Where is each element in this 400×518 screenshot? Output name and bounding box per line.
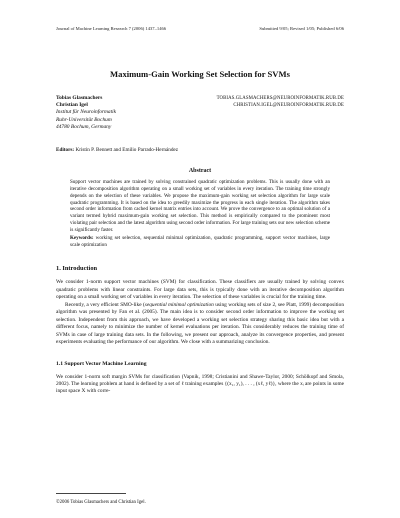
abstract-heading: Abstract <box>188 168 212 175</box>
paragraph-text: Recently, a very efficient SMO-like ( <box>65 301 145 308</box>
journal-citation: Journal of Machine Learning Research 7 (2006) 1437–1466 <box>56 26 167 31</box>
body-paragraph <box>56 302 344 347</box>
author-block <box>56 95 344 131</box>
keywords-text: working set selection, sequential minimal optimization, quadratic programming, support vector machines, large scale optimization <box>70 234 331 248</box>
author-row <box>56 95 344 102</box>
body-paragraph: We consider 1-norm soft margin SVMs for classification (Vapnik, 1998; Cristianini and Shawe-Taylor, 2000; Schölkopf and Smola, 2002). The learning problem at hand is defined by a set of ℓ training examples {(x₁, y₁), . . . , (xℓ, yℓ)}, where the xᵢ are points in some input space X with corre- <box>56 373 344 395</box>
affiliation-line: Institut für Neuroinformatik <box>56 109 116 116</box>
body-paragraph: We consider 1-norm support vector machines (SVM) for classification. These classifiers are usually trained by solving convex quadratic problems with linear constraints. For large data sets, this is typically done with an iterative decomposition algorithm operating on a small working set of variables in every iteration. The selection of these variables is crucial for the training time. <box>56 279 344 301</box>
running-head <box>56 26 344 31</box>
editors-line <box>56 147 344 153</box>
keywords-label: Keywords: <box>70 234 94 241</box>
author-name: Tobias Glasmachers <box>56 95 103 101</box>
paper-title: Maximum-Gain Working Set Selection for SVMs <box>110 69 290 79</box>
paragraph-emphasis: sequential minimal optimization <box>144 301 214 308</box>
submission-dates: Submitted 9/05; Revised 1/05; Published 6/06 <box>259 26 344 31</box>
editors-label: Editors: <box>56 147 75 154</box>
keywords-line <box>70 235 330 249</box>
author-name: Christian Igel <box>56 102 88 109</box>
affiliation-line: Ruhr-Universität Bochum <box>56 116 112 123</box>
author-email: TOBIAS.GLASMACHERS@NEUROINFORMATIK.RUB.DE <box>216 96 344 101</box>
author-email: CHRISTIAN.IGEL@NEUROINFORMATIK.RUB.DE <box>233 103 344 109</box>
editors-names: Kristin P. Bennett and Emilio Parrado-Hernández <box>75 147 179 154</box>
paragraph-text: using working sets of size 2, see Platt, 1999) decomposition algorithm was presented by Fan et al. (2005). The main idea is to consider second order information to improve the working set selection. Independent from this approach, we have developed a working set selection strategy sharing this basic idea but with a different focus, namely to minimize the number of kernel evaluations per iteration. This considerably reduces the training time of SVMs in case of large training data sets. In the following, we present our approach, analyze its convergence properties, and present experiments evaluating the performance of our algorithm. We close with a summarizing conclusion. <box>56 301 345 346</box>
affiliation-line: 44780 Bochum, Germany <box>56 123 112 130</box>
section-heading-introduction: 1. Introduction <box>56 265 98 273</box>
footer-rule <box>56 493 126 494</box>
copyright-footer: ©2006 Tobias Glasmachers and Christian Igel. <box>56 500 146 505</box>
subsection-heading-svm-learning: 1.1 Support Vector Machine Learning <box>56 360 147 367</box>
abstract-text: Support vector machines are trained by solving constrained quadratic optimization problems. This is usually done with an iterative decomposition algorithm operating on a small working set of variables in every iteration. The training time strongly depends on the selection of these variables. We propose the maximum-gain working set selection algorithm for large scale quadratic programming. It is based on the idea to greedily maximize the progress in each single iteration. The algorithm takes second order information from cached kernel matrix entries into account. We prove the convergence to an optimal solution of a variant termed hybrid maximum-gain working set selection. This method is empirically compared to the prominent most violating pair selection and the latest algorithm using second order information. For large training sets our new selection scheme is significantly faster. <box>70 179 330 233</box>
